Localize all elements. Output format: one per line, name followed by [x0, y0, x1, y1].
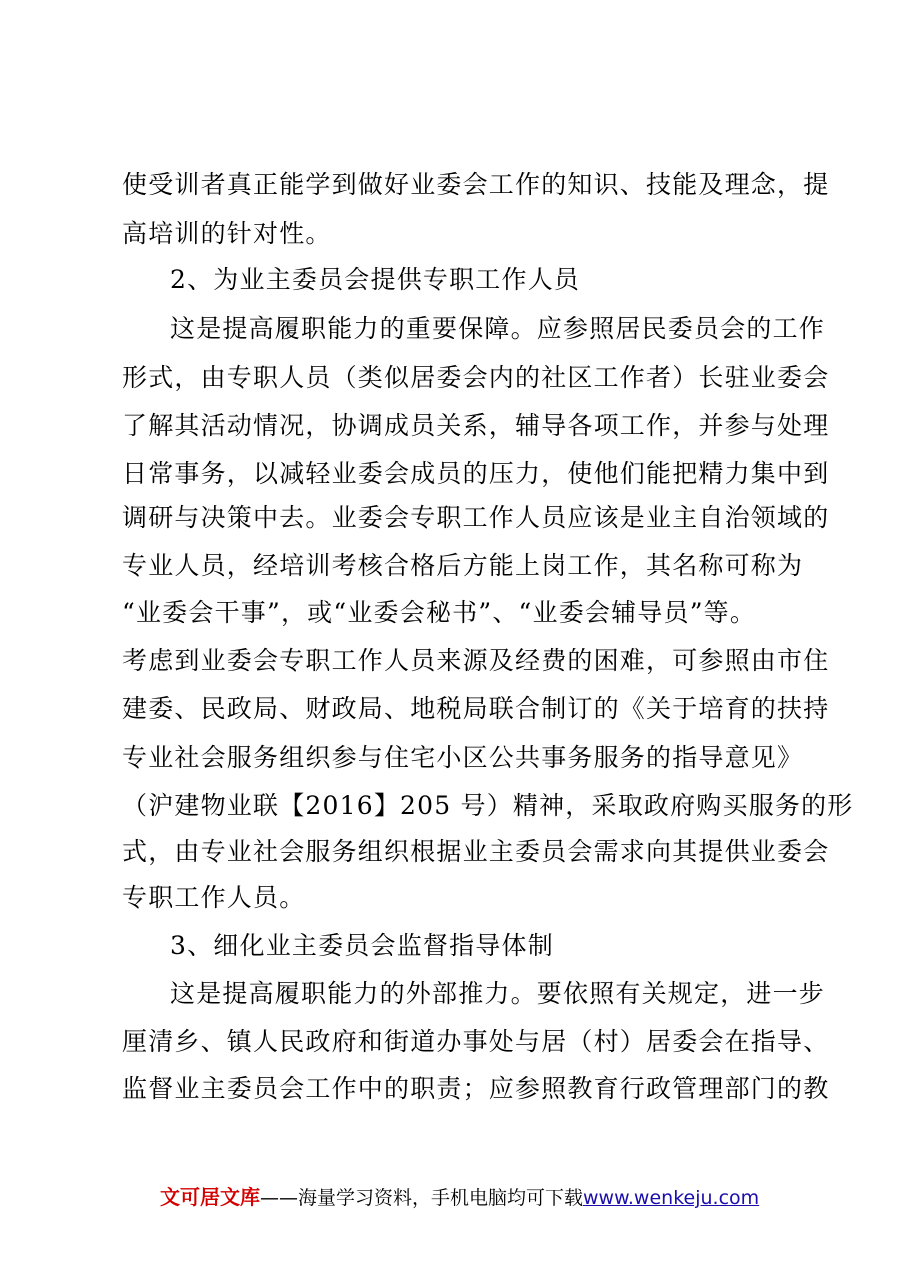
- paragraph-line: 式，由专业社会服务组织根据业主委员会需求向其提供业委会: [122, 837, 830, 866]
- paragraph-line: 这是提高履职能力的外部推力。要依照有关规定，进一步: [170, 979, 826, 1008]
- footer-tagline: ——海量学习资料，手机电脑均可下载: [260, 1187, 584, 1209]
- paragraph-line: 调研与决策中去。业委会专职工作人员应该是业主自治领域的: [122, 503, 830, 532]
- paragraph-line: 厘清乡、镇人民政府和街道办事处与居（村）居委会在指导、: [122, 1027, 830, 1056]
- section-heading: 2、为业主委员会提供专职工作人员: [170, 265, 581, 294]
- paragraph-line: 使受训者真正能学到做好业委会工作的知识、技能及理念，提: [122, 170, 830, 199]
- section-heading: 3、细化业主委员会监督指导体制: [170, 931, 554, 960]
- paragraph-line: 考虑到业委会专职工作人员来源及经费的困难，可参照由市住: [122, 646, 830, 675]
- paragraph-line: 日常事务，以减轻业委会成员的压力，使他们能把精力集中到: [122, 459, 830, 488]
- paragraph-line: 高培训的针对性。: [122, 219, 332, 248]
- paragraph-line: 形式，由专职人员（类似居委会内的社区工作者）长驻业委会: [122, 363, 830, 392]
- paragraph-line: 监督业主委员会工作中的职责；应参照教育行政管理部门的教: [122, 1074, 830, 1103]
- paragraph-line: 专职工作人员。: [122, 883, 306, 912]
- paragraph-line: （沪建物业联【2016】205 号）精神，采取政府购买服务的形: [122, 791, 854, 820]
- paragraph-line: 了解其活动情况，协调成员关系，辅导各项工作，并参与处理: [122, 411, 830, 440]
- paragraph-line: 建委、民政局、财政局、地税局联合制订的《关于培育的扶持: [122, 694, 830, 723]
- paragraph-line: “业委会干事”，或“业委会秘书”、“业委会辅导员”等。: [122, 598, 757, 627]
- site-link[interactable]: www.wenkeju.com: [583, 1187, 760, 1209]
- paragraph-line: 专业社会服务组织参与住宅小区公共事务服务的指导意见》: [122, 743, 804, 772]
- footer-banner: [160, 1181, 780, 1213]
- brand-name: 文可居文库: [160, 1185, 260, 1209]
- paragraph-line: 这是提高履职能力的重要保障。应参照居民委员会的工作: [170, 314, 826, 343]
- paragraph-line: 专业人员，经培训考核合格后方能上岗工作，其名称可称为: [122, 551, 804, 580]
